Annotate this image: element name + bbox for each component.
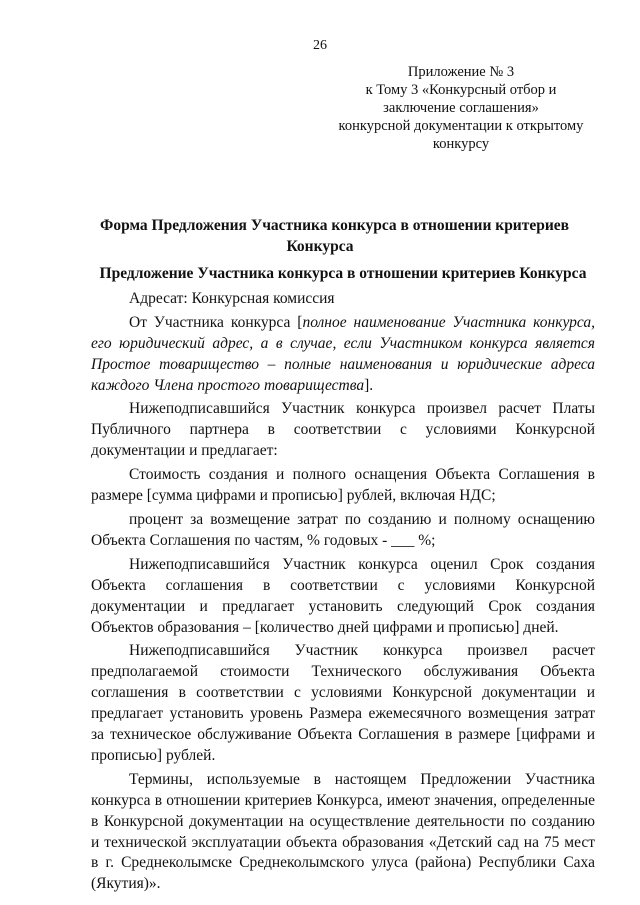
form-title-line: Форма Предложения Участника конкурса в отношении критериев <box>100 217 570 234</box>
maintenance-paragraph: Нижеподписавшийся Участник конкурса произвел расчет предполагаемой стоимости Технического обслуживания Объекта соглашения в соответствии с условиями Конкурсной документации и предлагает установить уровень Размера ежемесячного возмещения затрат за техническое обслуживание Объекта Соглашения в размере [цифрами и прописью] рублей. <box>91 642 595 764</box>
form-title <box>100 215 570 257</box>
appendix-line: конкурсу <box>432 136 490 152</box>
appendix-line: к Тому 3 «Конкурсный отбор и <box>365 82 557 98</box>
fee-calculation-paragraph: Нижеподписавшийся Участник конкурса произвел расчет Платы Публичного партнера в соответствии с условиями Конкурсной документации и предлагает: <box>91 400 595 460</box>
participant-paragraph <box>91 313 595 397</box>
term-paragraph: Нижеподписавшийся Участник конкурса оценил Срок создания Объекта соглашения в соответствии с условиями Конкурсной документации и предлагает установить следующий Срок создания Объектов образования – [количество дней цифрами и прописью] дней. <box>91 555 595 636</box>
appendix-line: Приложение № 3 <box>407 64 515 80</box>
appendix-line: заключение соглашения» <box>383 100 539 116</box>
participant-placeholder: полное наименование Участника конкурса, его юридический адрес, а в случае, если Участником конкурса является Простое товарищество – полные наименования и юридические адреса каждого Члена простого товарищества <box>91 313 595 394</box>
addressee-paragraph: Адресат: Конкурсная комиссия <box>129 289 335 307</box>
participant-suffix: ]. <box>364 376 374 394</box>
appendix-line: конкурсной документации к открытому <box>338 118 584 134</box>
proposal-subtitle: Предложение Участника конкурса в отношении критериев Конкурса <box>99 265 587 282</box>
document-body <box>91 264 595 895</box>
cost-paragraph: Стоимость создания и полного оснащения Объекта Соглашения в размере [сумма цифрами и прописью] рублей, включая НДС; <box>91 466 595 505</box>
percent-paragraph: процент за возмещение затрат по созданию и полному оснащению Объекта Соглашения по частям, % годовых - ___ %; <box>91 510 595 549</box>
terms-definition-paragraph: Термины, используемые в настоящем Предложении Участника конкурса в отношении критериев Конкурса, имеют значения, определенные в Конкурсной документации на осуществление деятельности по созданию и технической эксплуатации объекта образования «Детский сад на 75 мест в г. Среднеколымске Среднеколымского улуса (района) Республики Саха (Якутия)». <box>91 770 595 893</box>
participant-prefix: От Участника конкурса [ <box>129 313 303 331</box>
appendix-header <box>330 63 592 153</box>
page-number: 26 <box>313 38 327 53</box>
form-title-line: Конкурса <box>286 238 354 255</box>
